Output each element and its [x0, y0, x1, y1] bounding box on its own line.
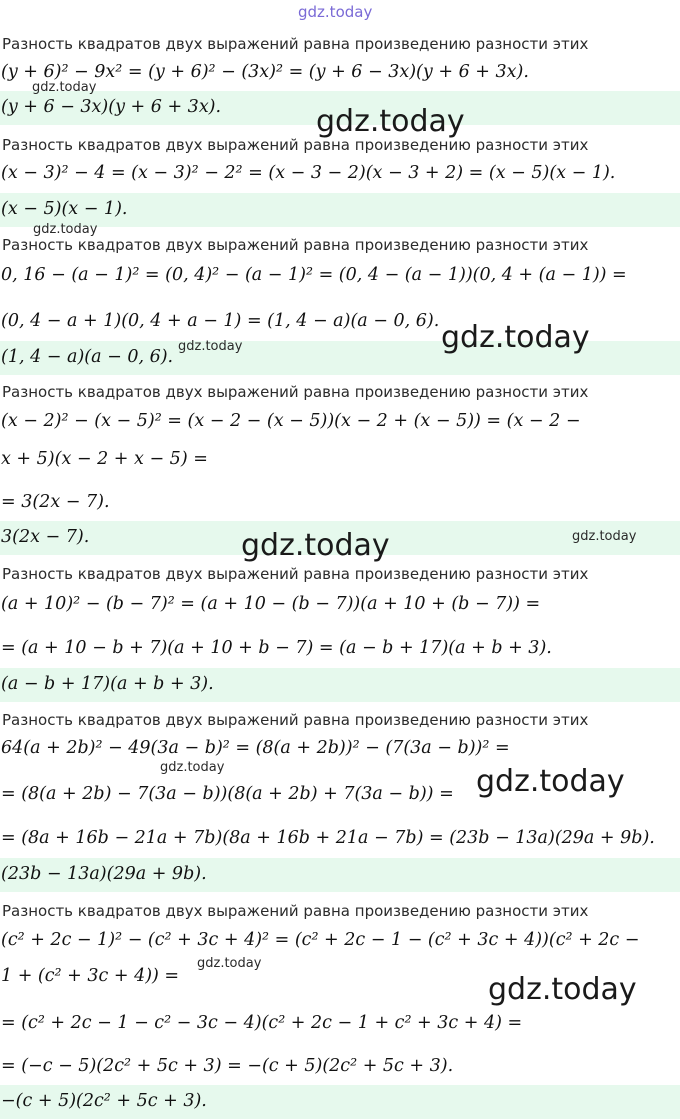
block-6-answer: [0, 858, 680, 892]
block-3-intro: Разность квадратов двух выражений равна произведению разности этих: [2, 236, 589, 254]
block-4-line-1: (x − 2)² − (x − 5)² = (x − 2 − (x − 5))(x − 2 + (x − 5)) = (x − 2 −: [1, 411, 581, 431]
block-5-answer: [0, 668, 680, 702]
block-2-answer-text: (x − 5)(x − 1).: [1, 199, 128, 219]
watermark-11: gdz.today: [488, 972, 637, 1007]
watermark-7: gdz.today: [241, 528, 390, 563]
watermark-3: gdz.today: [33, 222, 98, 237]
block-4-line-2: x + 5)(x − 2 + x − 5) =: [1, 449, 208, 469]
block-7-line-2: 1 + (c² + 3c + 4)) =: [1, 966, 180, 986]
watermark-1: gdz.today: [32, 80, 97, 95]
watermark-6: gdz.today: [572, 529, 637, 544]
block-7-answer: [0, 1085, 680, 1119]
block-7-line-1: (c² + 2c − 1)² − (c² + 3c + 4)² = (c² + 2c − 1 − (c² + 3c + 4))(c² + 2c −: [1, 930, 640, 950]
watermark-10: gdz.today: [197, 956, 262, 971]
block-7-line-4: = (−c − 5)(2c² + 5c + 3) = −(c + 5)(2c² + 5c + 3).: [1, 1056, 454, 1076]
block-5-line-1: (a + 10)² − (b − 7)² = (a + 10 − (b − 7))(a + 10 + (b − 7)) =: [1, 594, 541, 614]
block-2-intro: Разность квадратов двух выражений равна произведению разности этих: [2, 136, 589, 154]
block-1-intro: Разность квадратов двух выражений равна произведению разности этих: [2, 35, 589, 53]
block-3-line-1: 0, 16 − (a − 1)² = (0, 4)² − (a − 1)² = (0, 4 − (a − 1))(0, 4 + (a − 1)) =: [1, 265, 627, 285]
block-7-answer-text: −(c + 5)(2c² + 5c + 3).: [1, 1091, 207, 1111]
block-7-line-3: = (c² + 2c − 1 − c² − 3c − 4)(c² + 2c − 1 + c² + 3c + 4) =: [1, 1013, 523, 1033]
watermark-top: gdz.today: [298, 3, 373, 21]
block-7-intro: Разность квадратов двух выражений равна произведению разности этих: [2, 902, 589, 920]
block-6-answer-text: (23b − 13a)(29a + 9b).: [1, 864, 207, 884]
block-1-line-1: (y + 6)² − 9x² = (y + 6)² − (3x)² = (y + 6 − 3x)(y + 6 + 3x).: [1, 62, 529, 82]
block-5-answer-text: (a − b + 17)(a + b + 3).: [1, 674, 214, 694]
block-2-answer: [0, 193, 680, 227]
block-6-line-2: = (8(a + 2b) − 7(3a − b))(8(a + 2b) + 7(3a − b)) =: [1, 784, 454, 804]
block-3-line-2: (0, 4 − a + 1)(0, 4 + a − 1) = (1, 4 − a)(a − 0, 6).: [1, 311, 440, 331]
block-4-answer-text: 3(2x − 7).: [1, 527, 90, 547]
watermark-5: gdz.today: [178, 339, 243, 354]
block-5-intro: Разность квадратов двух выражений равна произведению разности этих: [2, 565, 589, 583]
block-6-intro: Разность квадратов двух выражений равна произведению разности этих: [2, 711, 589, 729]
watermark-9: gdz.today: [476, 764, 625, 799]
watermark-2: gdz.today: [316, 104, 465, 139]
watermark-8: gdz.today: [160, 760, 225, 775]
block-4-intro: Разность квадратов двух выражений равна произведению разности этих: [2, 383, 589, 401]
block-6-line-3: = (8a + 16b − 21a + 7b)(8a + 16b + 21a − 7b) = (23b − 13a)(29a + 9b).: [1, 828, 655, 848]
block-4-line-3: = 3(2x − 7).: [1, 492, 110, 512]
block-2-line-1: (x − 3)² − 4 = (x − 3)² − 2² = (x − 3 − 2)(x − 3 + 2) = (x − 5)(x − 1).: [1, 163, 616, 183]
watermark-4: gdz.today: [441, 320, 590, 355]
block-6-line-1: 64(a + 2b)² − 49(3a − b)² = (8(a + 2b))² − (7(3a − b))² =: [1, 738, 510, 758]
block-5-line-2: = (a + 10 − b + 7)(a + 10 + b − 7) = (a − b + 17)(a + b + 3).: [1, 638, 552, 658]
block-1-answer-text: (y + 6 − 3x)(y + 6 + 3x).: [1, 97, 222, 117]
block-3-answer-text: (1, 4 − a)(a − 0, 6).: [1, 347, 174, 367]
